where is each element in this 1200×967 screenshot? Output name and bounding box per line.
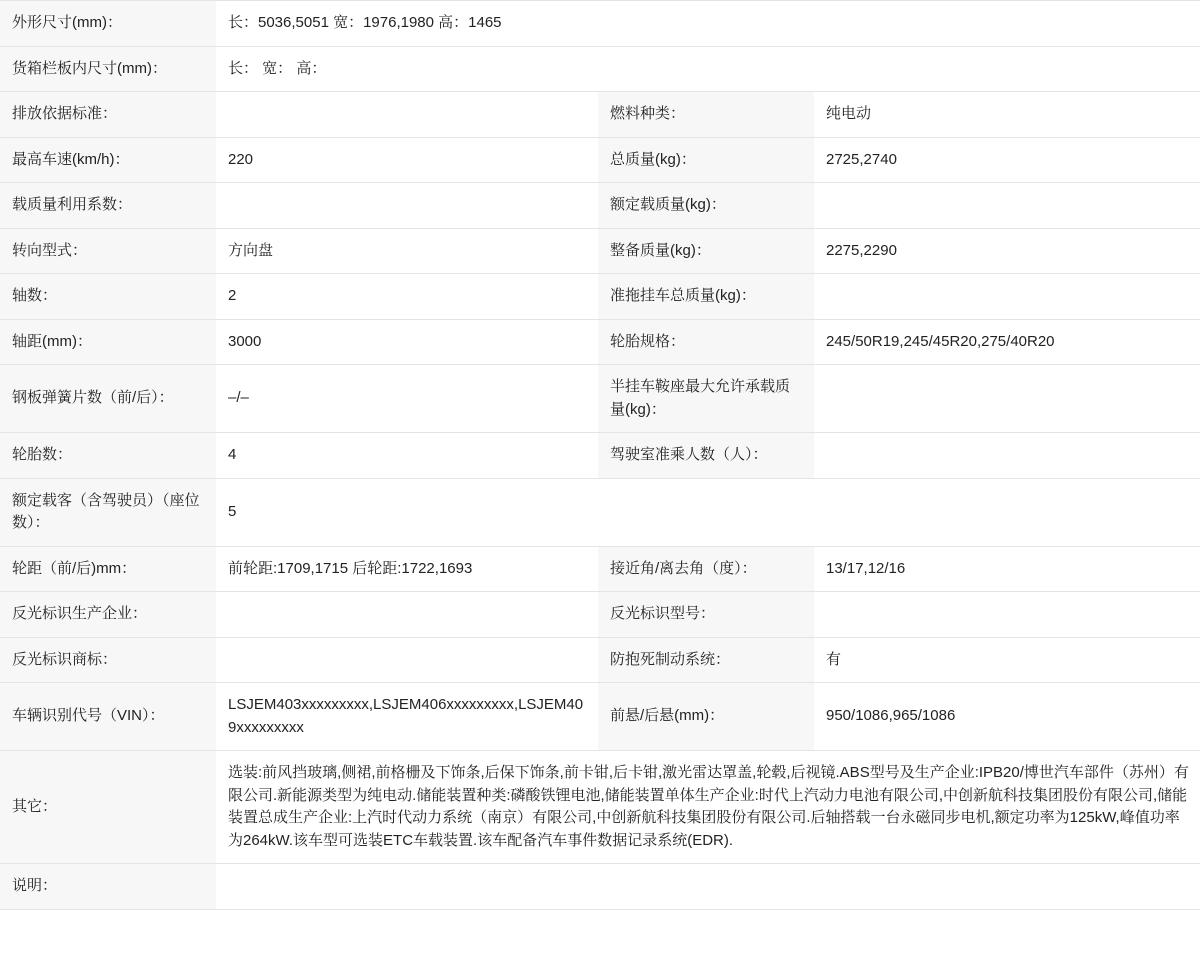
row-label: 其它： bbox=[0, 751, 216, 864]
row-label-secondary: 整备质量(kg)： bbox=[598, 228, 814, 274]
row-value bbox=[216, 183, 598, 229]
row-label-secondary: 半挂车鞍座最大允许承载质量(kg)： bbox=[598, 365, 814, 433]
row-label: 轮距（前/后)mm： bbox=[0, 546, 216, 592]
table-row bbox=[0, 478, 1200, 546]
row-label-secondary: 前悬/后悬(mm)： bbox=[598, 683, 814, 751]
row-label-secondary: 接近角/离去角（度）： bbox=[598, 546, 814, 592]
row-value-secondary: 2725,2740 bbox=[814, 137, 1200, 183]
row-label: 反光标识商标： bbox=[0, 637, 216, 683]
row-value: 方向盘 bbox=[216, 228, 598, 274]
row-label: 轴距(mm)： bbox=[0, 319, 216, 365]
row-value: 3000 bbox=[216, 319, 598, 365]
row-label: 额定载客（含驾驶员）（座位数）： bbox=[0, 478, 216, 546]
row-label: 说明： bbox=[0, 864, 216, 910]
row-label-secondary: 防抱死制动系统： bbox=[598, 637, 814, 683]
row-value bbox=[216, 637, 598, 683]
table-row bbox=[0, 183, 1200, 229]
row-label: 轮胎数： bbox=[0, 433, 216, 479]
table-row bbox=[0, 319, 1200, 365]
row-value-secondary: 纯电动 bbox=[814, 92, 1200, 138]
row-value: 长：5036,5051 宽：1976,1980 高：1465 bbox=[216, 1, 1200, 47]
row-label-secondary: 额定载质量(kg)： bbox=[598, 183, 814, 229]
table-row bbox=[0, 137, 1200, 183]
row-value-secondary: 950/1086,965/1086 bbox=[814, 683, 1200, 751]
row-value-secondary bbox=[814, 433, 1200, 479]
row-label: 最高车速(km/h)： bbox=[0, 137, 216, 183]
row-value-secondary bbox=[814, 365, 1200, 433]
row-label-secondary: 总质量(kg)： bbox=[598, 137, 814, 183]
row-value: LSJEM403xxxxxxxxx,LSJEM406xxxxxxxxx,LSJEM409xxxxxxxxx bbox=[216, 683, 598, 751]
table-row bbox=[0, 637, 1200, 683]
row-value: 220 bbox=[216, 137, 598, 183]
table-row bbox=[0, 1, 1200, 47]
table-row bbox=[0, 433, 1200, 479]
row-label: 排放依据标准： bbox=[0, 92, 216, 138]
row-value: 4 bbox=[216, 433, 598, 479]
row-label: 轴数： bbox=[0, 274, 216, 320]
row-value: 5 bbox=[216, 478, 1200, 546]
row-value: 长： 宽： 高： bbox=[216, 46, 1200, 92]
row-label: 转向型式： bbox=[0, 228, 216, 274]
row-label-secondary: 准拖挂车总质量(kg)： bbox=[598, 274, 814, 320]
row-label-secondary: 反光标识型号： bbox=[598, 592, 814, 638]
table-row bbox=[0, 274, 1200, 320]
table-row bbox=[0, 683, 1200, 751]
row-label: 钢板弹簧片数（前/后）： bbox=[0, 365, 216, 433]
row-value-secondary: 245/50R19,245/45R20,275/40R20 bbox=[814, 319, 1200, 365]
row-label: 反光标识生产企业： bbox=[0, 592, 216, 638]
table-row bbox=[0, 864, 1200, 910]
row-value: –/– bbox=[216, 365, 598, 433]
row-label: 货箱栏板内尺寸(mm)： bbox=[0, 46, 216, 92]
row-label-secondary: 燃料种类： bbox=[598, 92, 814, 138]
table-row bbox=[0, 46, 1200, 92]
spec-table-body bbox=[0, 1, 1200, 910]
row-value-secondary bbox=[814, 274, 1200, 320]
row-value bbox=[216, 92, 598, 138]
row-value-secondary bbox=[814, 592, 1200, 638]
row-value bbox=[216, 592, 598, 638]
row-value-secondary: 2275,2290 bbox=[814, 228, 1200, 274]
row-value-secondary bbox=[814, 183, 1200, 229]
table-row bbox=[0, 92, 1200, 138]
row-label: 载质量利用系数： bbox=[0, 183, 216, 229]
row-label-secondary: 轮胎规格： bbox=[598, 319, 814, 365]
table-row bbox=[0, 228, 1200, 274]
row-value: 前轮距:1709,1715 后轮距:1722,1693 bbox=[216, 546, 598, 592]
row-value-notes: 选装:前风挡玻璃,侧裙,前格栅及下饰条,后保下饰条,前卡钳,后卡钳,激光雷达罩盖,轮毂,后视镜.ABS型号及生产企业:IPB20/博世汽车部件（苏州）有限公司.新能源类型为纯电动.储能装置种类:磷酸铁锂电池,储能装置单体生产企业:时代上汽动力电池有限公司,中创新航科技集团股份有限公司,储能装置总成生产企业:上汽时代动力系统（南京）有限公司,中创新航科技集团股份有限公司.后轴搭载一台永磁同步电机,额定功率为125kW,峰值功率为264kW.该车型可选装ETC车载装置.该车配备汽车事件数据记录系统(EDR). bbox=[216, 751, 1200, 864]
row-value: 2 bbox=[216, 274, 598, 320]
row-label: 外形尺寸(mm)： bbox=[0, 1, 216, 47]
table-row bbox=[0, 365, 1200, 433]
row-value-secondary: 13/17,12/16 bbox=[814, 546, 1200, 592]
row-value-secondary: 有 bbox=[814, 637, 1200, 683]
table-row bbox=[0, 546, 1200, 592]
row-label-secondary: 驾驶室准乘人数（人）： bbox=[598, 433, 814, 479]
row-value bbox=[216, 864, 1200, 910]
row-label: 车辆识别代号（VIN）： bbox=[0, 683, 216, 751]
table-row bbox=[0, 592, 1200, 638]
table-row bbox=[0, 751, 1200, 864]
